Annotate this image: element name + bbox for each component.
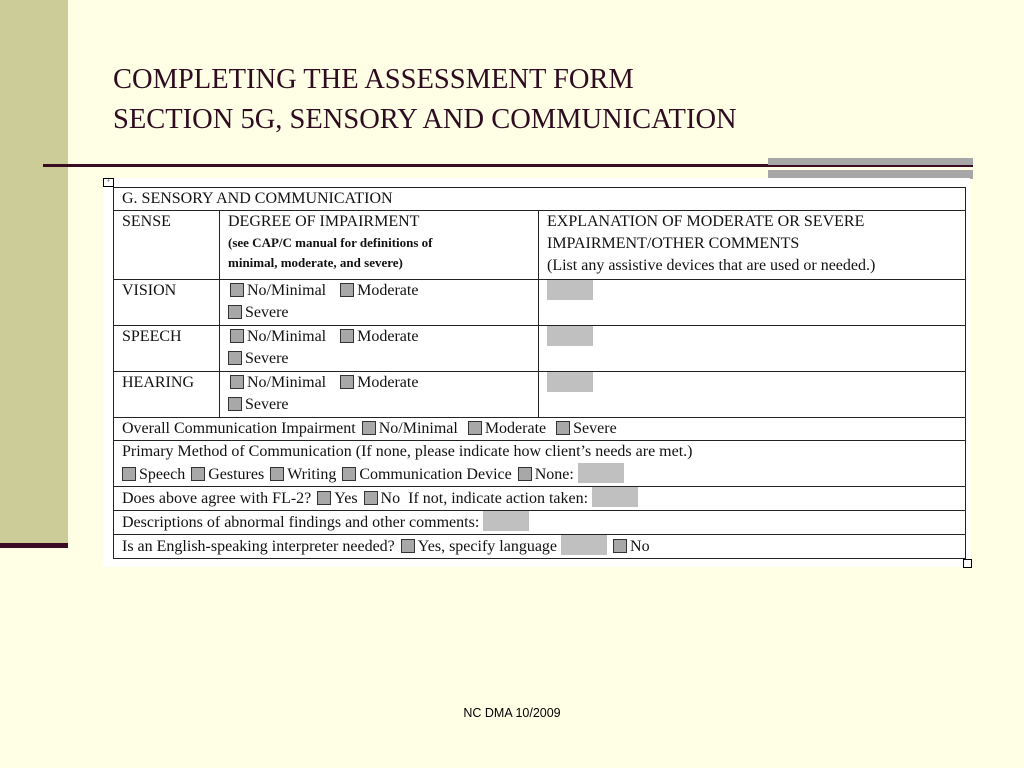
primary-method-label: Primary Method of Communication (If none, please indicate how client’s needs are met.) xyxy=(122,443,693,460)
speech-no-minimal-checkbox[interactable] xyxy=(230,329,244,343)
header-degree-note-2: minimal, moderate, and severe) xyxy=(228,255,403,270)
method-gestures-checkbox[interactable] xyxy=(191,467,205,481)
interpreter-row xyxy=(114,535,966,559)
speech-moderate-checkbox[interactable] xyxy=(340,329,354,343)
fl2-if-not-label: If not, indicate action taken: xyxy=(408,490,589,507)
interpreter-cell xyxy=(114,535,966,559)
method-none-checkbox[interactable] xyxy=(518,467,532,481)
hearing-moderate-label: Moderate xyxy=(357,374,419,391)
speech-comments-field[interactable] xyxy=(547,326,593,346)
overall-moderate-checkbox[interactable] xyxy=(468,421,482,435)
slide-title xyxy=(113,60,737,140)
vision-comments-cell xyxy=(539,280,966,326)
method-writing-label: Writing xyxy=(287,466,337,483)
method-writing-checkbox[interactable] xyxy=(270,467,284,481)
speech-severe-label: Severe xyxy=(245,350,289,367)
hearing-comments-cell xyxy=(539,372,966,418)
interpreter-language-field[interactable] xyxy=(561,535,607,555)
side-decoration-rule xyxy=(0,543,68,548)
slide-footer: NC DMA 10/2009 xyxy=(463,706,561,720)
sense-label-hearing: HEARING xyxy=(114,372,220,418)
fl2-yes-label: Yes xyxy=(334,490,358,507)
interpreter-yes-checkbox[interactable] xyxy=(401,539,415,553)
side-decoration-bar xyxy=(0,0,68,545)
vision-severe-checkbox[interactable] xyxy=(228,305,242,319)
fl2-yes-checkbox[interactable] xyxy=(317,491,331,505)
slide-title-line-1: COMPLETING THE ASSESSMENT FORM xyxy=(113,64,634,95)
table-anchor-icon[interactable]: + xyxy=(103,178,114,187)
speech-degree-options xyxy=(220,326,539,372)
vision-moderate-checkbox[interactable] xyxy=(340,283,354,297)
header-explanation-line-1: EXPLANATION OF MODERATE OR SEVERE xyxy=(547,213,865,230)
fl2-cell xyxy=(114,487,966,511)
header-explanation-line-3: (List any assistive devices that are used or needed.) xyxy=(547,257,876,274)
method-speech-label: Speech xyxy=(139,466,186,483)
vision-comments-field[interactable] xyxy=(547,280,593,300)
speech-comments-cell xyxy=(539,326,966,372)
sense-row-hearing xyxy=(114,372,966,418)
speech-no-minimal-label: No/Minimal xyxy=(247,328,327,345)
interpreter-no-checkbox[interactable] xyxy=(613,539,627,553)
overall-severe-checkbox[interactable] xyxy=(556,421,570,435)
hearing-no-minimal-label: No/Minimal xyxy=(247,374,327,391)
overall-severe-label: Severe xyxy=(573,420,617,437)
interpreter-no-label: No xyxy=(630,538,650,555)
speech-severe-checkbox[interactable] xyxy=(228,351,242,365)
fl2-no-checkbox[interactable] xyxy=(364,491,378,505)
sense-row-vision xyxy=(114,280,966,326)
hearing-comments-field[interactable] xyxy=(547,372,593,392)
vision-moderate-label: Moderate xyxy=(357,282,419,299)
vision-degree-options xyxy=(220,280,539,326)
header-explanation-line-2: IMPAIRMENT/OTHER COMMENTS xyxy=(547,235,800,252)
abnormal-findings-field[interactable] xyxy=(483,511,529,531)
vision-no-minimal-label: No/Minimal xyxy=(247,282,327,299)
fl2-no-label: No xyxy=(380,490,401,507)
header-sense: SENSE xyxy=(114,211,220,280)
sensory-communication-form xyxy=(113,187,966,559)
hearing-severe-label: Severe xyxy=(245,396,289,413)
method-device-checkbox[interactable] xyxy=(342,467,356,481)
abnormal-findings-label: Descriptions of abnormal findings and other comments: xyxy=(122,514,480,531)
method-device-label: Communication Device xyxy=(359,466,512,483)
header-degree xyxy=(220,211,539,280)
form-section-header-row xyxy=(114,188,966,211)
form-column-headers-row xyxy=(114,211,966,280)
primary-method-row xyxy=(114,441,966,487)
primary-method-cell xyxy=(114,441,966,487)
interpreter-yes-label: Yes, specify language xyxy=(417,538,558,555)
header-degree-note-1: (see CAP/C manual for definitions of xyxy=(228,235,433,250)
method-speech-checkbox[interactable] xyxy=(122,467,136,481)
table-resize-handle-icon[interactable] xyxy=(963,559,972,568)
sense-row-speech xyxy=(114,326,966,372)
overall-impairment-cell xyxy=(114,418,966,441)
sense-label-speech: SPEECH xyxy=(114,326,220,372)
section-title: G. SENSORY AND COMMUNICATION xyxy=(114,188,966,211)
abnormal-findings-cell xyxy=(114,511,966,535)
overall-no-minimal-label: No/Minimal xyxy=(378,420,458,437)
hearing-moderate-checkbox[interactable] xyxy=(340,375,354,389)
overall-moderate-label: Moderate xyxy=(484,420,547,437)
hearing-degree-options xyxy=(220,372,539,418)
overall-no-minimal-checkbox[interactable] xyxy=(362,421,376,435)
speech-moderate-label: Moderate xyxy=(357,328,419,345)
overall-impairment-label: Overall Communication Impairment xyxy=(122,420,356,437)
overall-impairment-row xyxy=(114,418,966,441)
hearing-severe-checkbox[interactable] xyxy=(228,397,242,411)
slide-title-line-2: SECTION 5G, SENSORY AND COMMUNICATION xyxy=(113,104,737,135)
sense-label-vision: VISION xyxy=(114,280,220,326)
hearing-no-minimal-checkbox[interactable] xyxy=(230,375,244,389)
abnormal-findings-row xyxy=(114,511,966,535)
method-none-field[interactable] xyxy=(578,463,624,483)
header-explanation xyxy=(539,211,966,280)
method-none-label: None: xyxy=(534,466,574,483)
fl2-row xyxy=(114,487,966,511)
title-divider-accent xyxy=(768,158,973,179)
fl2-action-field[interactable] xyxy=(592,487,638,507)
header-degree-title: DEGREE OF IMPAIRMENT xyxy=(228,213,420,230)
method-gestures-label: Gestures xyxy=(208,466,265,483)
interpreter-label: Is an English-speaking interpreter needed? xyxy=(122,538,395,555)
vision-severe-label: Severe xyxy=(245,304,289,321)
vision-no-minimal-checkbox[interactable] xyxy=(230,283,244,297)
fl2-label: Does above agree with FL-2? xyxy=(122,490,312,507)
